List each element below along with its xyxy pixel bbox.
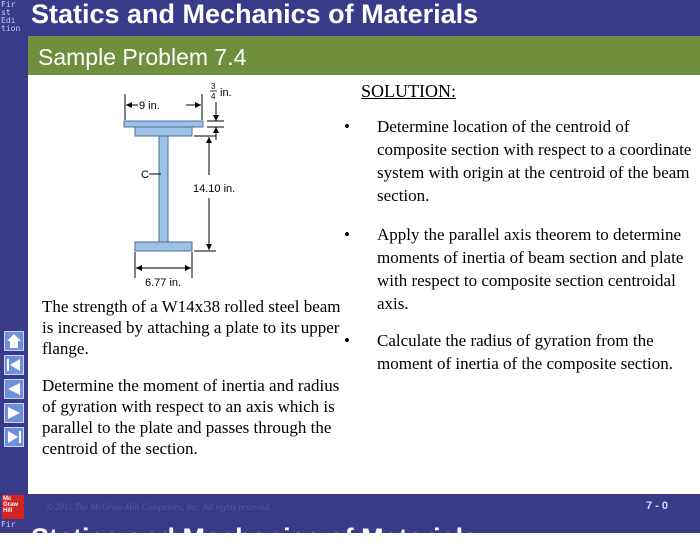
problem-task: Determine the moment of inertia and radius of gyration with respect to an axis which is parallel to the plate and passes through the centroid of the section. xyxy=(42,376,340,458)
home-icon xyxy=(5,332,23,350)
publisher-logo: Mc Graw Hill xyxy=(2,495,24,519)
copyright-notice: © 2011 The McGraw-Hill Companies, Inc. All rights reserved. xyxy=(46,502,272,512)
beam-web xyxy=(159,136,168,242)
solution-step-1: Determine location of the centroid of composite section with respect to a coordinate system with origin at the centroid of the beam section. xyxy=(377,117,692,205)
slide-subtitle: Sample Problem 7.4 xyxy=(38,44,247,70)
triangle-right-icon xyxy=(5,404,23,422)
home-button[interactable] xyxy=(4,331,24,351)
flange-width-label: 6.77 in. xyxy=(145,277,182,289)
previous-slide-button[interactable] xyxy=(4,379,24,399)
rewind-icon xyxy=(5,356,23,374)
left-nav-bar xyxy=(0,36,28,494)
triangle-left-icon xyxy=(5,380,23,398)
solution-heading: SOLUTION: xyxy=(361,81,456,101)
plate-width-label: 9 in. xyxy=(139,100,160,112)
top-flange xyxy=(135,127,192,136)
slide-title: Statics and Mechanics of Materials xyxy=(31,0,479,29)
next-edition-label: Fir xyxy=(1,520,16,529)
edition-label: Fir st Edi tion xyxy=(1,0,21,33)
page-number: 7 - 0 xyxy=(646,500,669,512)
plate-thickness-denominator: 4 xyxy=(211,92,216,101)
problem-statement: The strength of a W14x38 rolled steel beam is increased by attaching a plate to its upper flange. xyxy=(42,297,341,358)
first-slide-button[interactable] xyxy=(4,355,24,375)
bullet-marker: • xyxy=(344,117,350,136)
plate-thickness-numerator: 3 xyxy=(211,82,216,91)
centroid-label: C xyxy=(141,169,149,181)
solution-step-3: Calculate the radius of gyration from the moment of inertia of the composite section. xyxy=(377,331,674,373)
next-slide-strip xyxy=(0,520,700,553)
fast-forward-icon xyxy=(5,428,23,446)
cover-plate xyxy=(124,121,203,127)
next-slide-title: Statics and Mechanics of Materials xyxy=(31,523,479,553)
solution-step-2: Apply the parallel axis theorem to determine moments of inertia of beam section and plate with respect to composite section centroidal axis. xyxy=(377,225,684,313)
bottom-flange xyxy=(135,242,192,251)
last-slide-button[interactable] xyxy=(4,427,24,447)
beam-figure xyxy=(110,80,340,292)
next-slide-button[interactable] xyxy=(4,403,24,423)
bullet-marker: • xyxy=(344,331,350,350)
bullet-marker: • xyxy=(344,225,350,244)
plate-thickness-unit: in. xyxy=(220,87,232,99)
depth-label: 14.10 in. xyxy=(193,183,236,195)
